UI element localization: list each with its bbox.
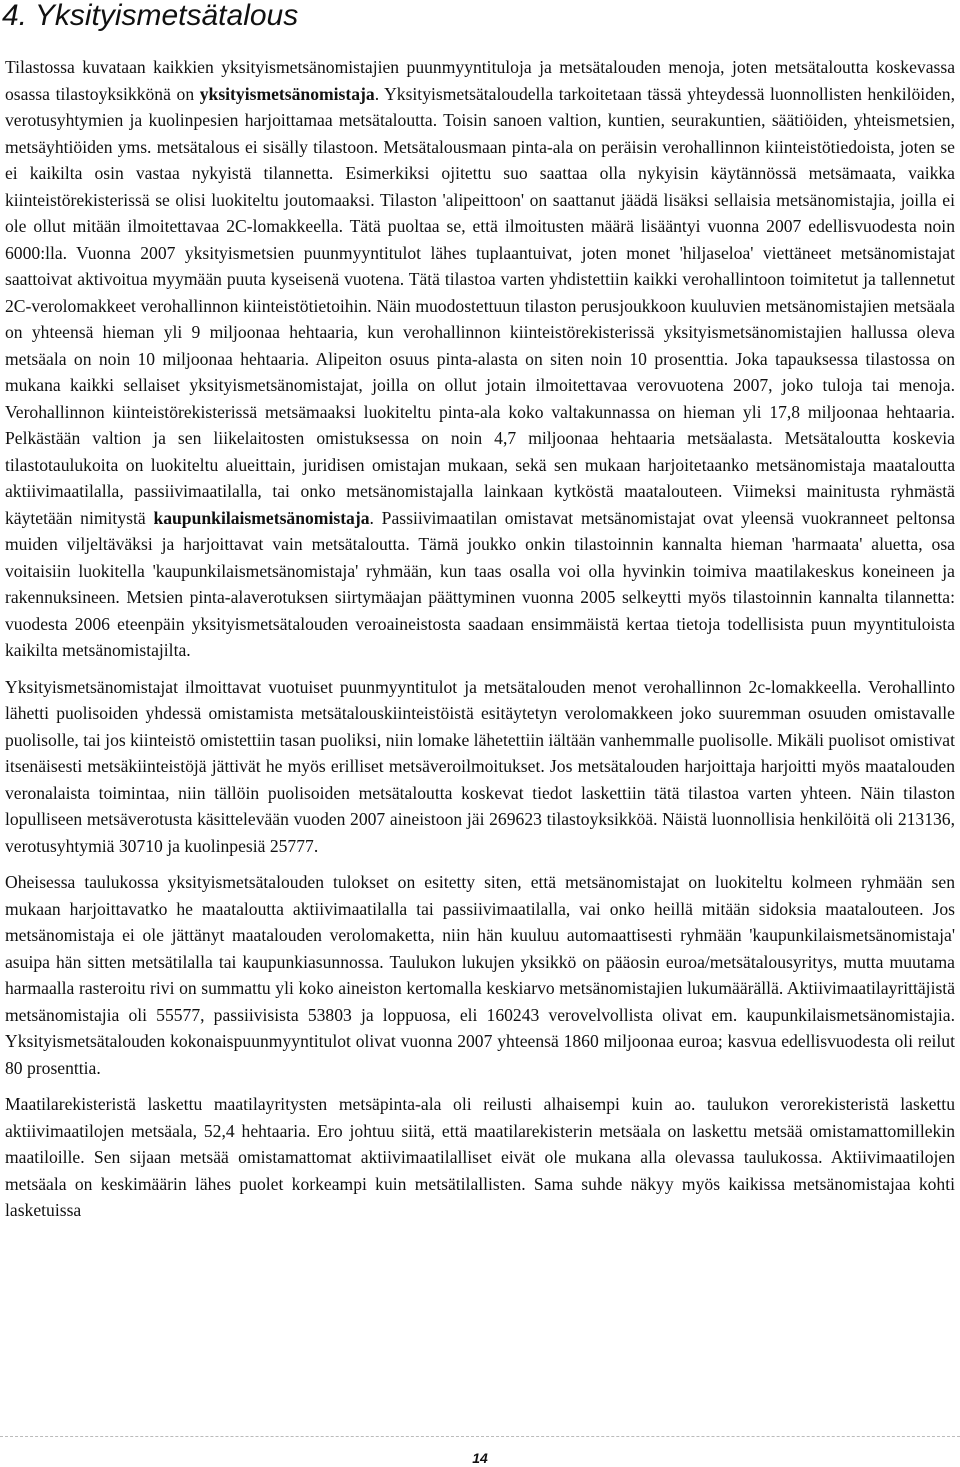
paragraph-1-text-b: . Yksityismetsätaloudella tarkoitetaan tässä yhteydessä luonnollisten henkilöiden, verotusyhtymien ja kuolinpesien harjoittamaa metsätaloutta. Toisin sanoen valtion, kuntien, seurakuntien, säätiöiden, yhteismetsien, metsäyhtiöiden yms. metsätalous ei sisälly tilastoon. Metsätalousmaan pinta-ala on peräisin verohallinnon kiinteistötiedoista, joten se ei kaikilta osin vastaa nykyistä tilannetta. Esimerkiksi ojitettu suo saattaa olla nykyisin käytännössä metsämaata, vaikka kiinteistörekisterissä se olisi luokiteltu joutomaaksi. Tilaston 'alipeittoon' on saattanut jäädä lisäksi sellaisia metsänomistajia, joilla ei ole ollut mitään ilmoitettavaa 2C-lomakkeella. Tätä puoltaa se, että ilmoitusten määrä lisääntyi vuonna 2007 edellisvuodesta noin 6000:lla. Vuonna 2007 yksityismetsien puunmyyntitulot lähes tuplaantuivat, joten monet 'hiljaseloa' viettäneet metsänomistajat saattoivat aktivoitua myymään puuta kyseisenä vuotena. Tätä tilastoa varten yhdistettiin kaikki verohallintoon toimitetut ja tallennetut 2C-verolomakkeet verohallinnon kiinteistötietoihin. Näin muodostettuun tilaston perusjoukkoon kuuluvien metsänomistajien metsäala on yhteensä hieman yli 9 miljoonaa hehtaaria, kun verohallinnon kiinteistörekisterissä yksityismetsänomistajien hallussa oleva metsäala on noin 10 miljoonaa hehtaaria. Alipeiton osuus pinta-alasta on siten noin 10 prosenttia. Joka tapauksessa tilastossa on mukana kaikki sellaiset yksityismetsänomistajat, joilla on ollut jotain ilmoitettavaa verovuotena 2007, joko tuloja tai menoja. Verohallinnon kiinteistörekisterissä metsämaaksi luokiteltu pinta-ala koko valtakunnassa on hieman yli 17,8 miljoonaa hehtaaria. Pelkästään valtion ja sen liikelaitosten omistuksessa on noin 4,7 miljoonaa hehtaaria metsäalasta. Metsätaloutta koskevia tilastotaulukoita on luokiteltu alueittain, juridisen omistajan mukaan, sekä sen mukaan harjoitetaanko metsänomistaja maataloutta aktiivimaatilalla, passiivimaatilalla, tai onko metsänomistajalla lainkaan kytköstä maatalouteen. Viimeksi mainitusta ryhmästä käytetään nimitystä <box>5 83 955 528</box>
section-heading: 4. Yksityismetsätalous <box>2 0 299 32</box>
paragraph-1-text-c: . Passiivimaatilan omistavat metsänomistajat ovat yleensä vuokranneet peltonsa muiden viljeltäväksi ja harjoittavat vain metsätaloutta. Tämä joukko onkin tilastoinnin kannalta hieman 'harmaata' aluetta, osa voitaisiin luokitella 'kaupunkilaismetsänomistaja' ryhmään, kun taas osalla voi olla hyvinkin toimiva maatilakeskus koneineen ja rakennuksineen. Metsien pinta-alaverotuksen siirtymäajan päättyminen vuonna 2005 selkeytti myös tilastoinnin kannalta tilannetta: vuodesta 2006 eteenpäin yksityismetsätalouden veroaineistosta saadaan ensimmäistä kertaa tietoja todellisista puun myyntituloista kaikilta metsänomistajilta. <box>5 507 955 660</box>
paragraph-4-text: Maatilarekisteristä laskettu maatilayritysten metsäpinta-ala oli reilusti alhaisempi kuin ao. taulukon verorekisteristä laskettu aktiivimaatilojen metsäala, 52,4 hehtaaria. Ero johtuu siitä, että maatilarekisterin metsäala on laskettu metsää omistamattomillekin maatiloille. Sen sijaan metsää omistamattomat aktiivimaatilalliset eivät ole mukana alla olevassa taulukossa. Aktiivimaatilojen metsäala on keskimäärin lähes puolet korkeampi kuin metsätilallisten. Sama suhde näkyy myös kaikissa metsänomistajaa kohti lasketuissa <box>5 1094 955 1220</box>
body-text <box>5 54 955 1234</box>
paragraph-2 <box>5 674 955 860</box>
paragraph-1-text-a: Tilastossa kuvataan kaikkien yksityismetsänomistajien puunmyyntituloja ja metsätalouden menoja, joten metsätaloutta koskevassa osassa tilastoyksikkönä on <box>5 57 955 104</box>
paragraph-1 <box>5 54 955 664</box>
term-yksityismetsanomistaja: yksityismetsänomistaja <box>199 83 375 104</box>
paragraph-3 <box>5 869 955 1081</box>
paragraph-4 <box>5 1091 955 1224</box>
paragraph-2-text: Yksityismetsänomistajat ilmoittavat vuotuiset puunmyyntitulot ja metsätalouden menot verohallinnon 2c-lomakkeella. Verohallinto lähetti puolisoiden yhdessä omistamista metsätalouskiinteistöistä esitäytetyn verolomakkeen joko suuremman osuuden omistavalle puolisolle, tai jos kiinteistö omistettiin tasan puoliksi, niin lomake lähetettiin iältään vanhemmalle puolisolle. Mikäli puolisot omistivat itsenäisesti metsäkiinteistöjä jättivät he myös erilliset metsäveroilmoitukset. Jos metsätalouden harjoittaja harjoitti myös maatalouden veronalaista toimintaa, niin tällöin puolisoiden metsätaloutta koskevat tiedot laskettiin tätä tilastoa varten yhteen. Näin tilaston lopulliseen metsäverotusta käsittelevään vuoden 2007 aineistoon jäi 269623 tilastoyksikköä. Näistä luonnollisia henkilöitä oli 213136, verotusyhtymiä 30710 ja kuolinpesiä 25777. <box>5 676 955 856</box>
paragraph-3-text: Oheisessa taulukossa yksityismetsätalouden tulokset on esitetty siten, että metsänomistajat on luokiteltu kolmeen ryhmään sen mukaan harjoittavatko he maataloutta aktiivimaatilalla tai passiivimaatilalla, vai onko heillä mitään sidoksia maatalouteen. Jos metsänomistaja ei ole jättänyt maatalouden verolomaketta, niin hän kuuluu automaattisesti ryhmään 'kaupunkilaismetsänomistaja' asuipa hän sitten metsätilalla tai kaupunkiasunnossa. Taulukon lukujen yksikkö on pääosin euroa/metsätalousyritys, mutta muutama harmaalla rasteroitu rivi on summattu yli koko aineiston kertomalla keskiarvo metsänomistajien lukumäärällä. Aktiivimaatilayrittäjistä metsänomistajia oli 55577, passiivisista 53803 ja loppuosa, eli 160243 verovelvollista olivat em. kaupunkilaismetsänomistajia. Yksityismetsätalouden kokonaispuunmyyntitulot olivat vuonna 2007 yhteensä 1860 miljoonaa euroa; kasvua edellisvuodesta oli reilut 80 prosenttia. <box>5 872 955 1078</box>
term-kaupunkilaismetsanomistaja: kaupunkilaismetsänomistaja <box>153 507 370 528</box>
footer-divider <box>0 1436 960 1437</box>
page-number: 14 <box>472 1450 488 1466</box>
